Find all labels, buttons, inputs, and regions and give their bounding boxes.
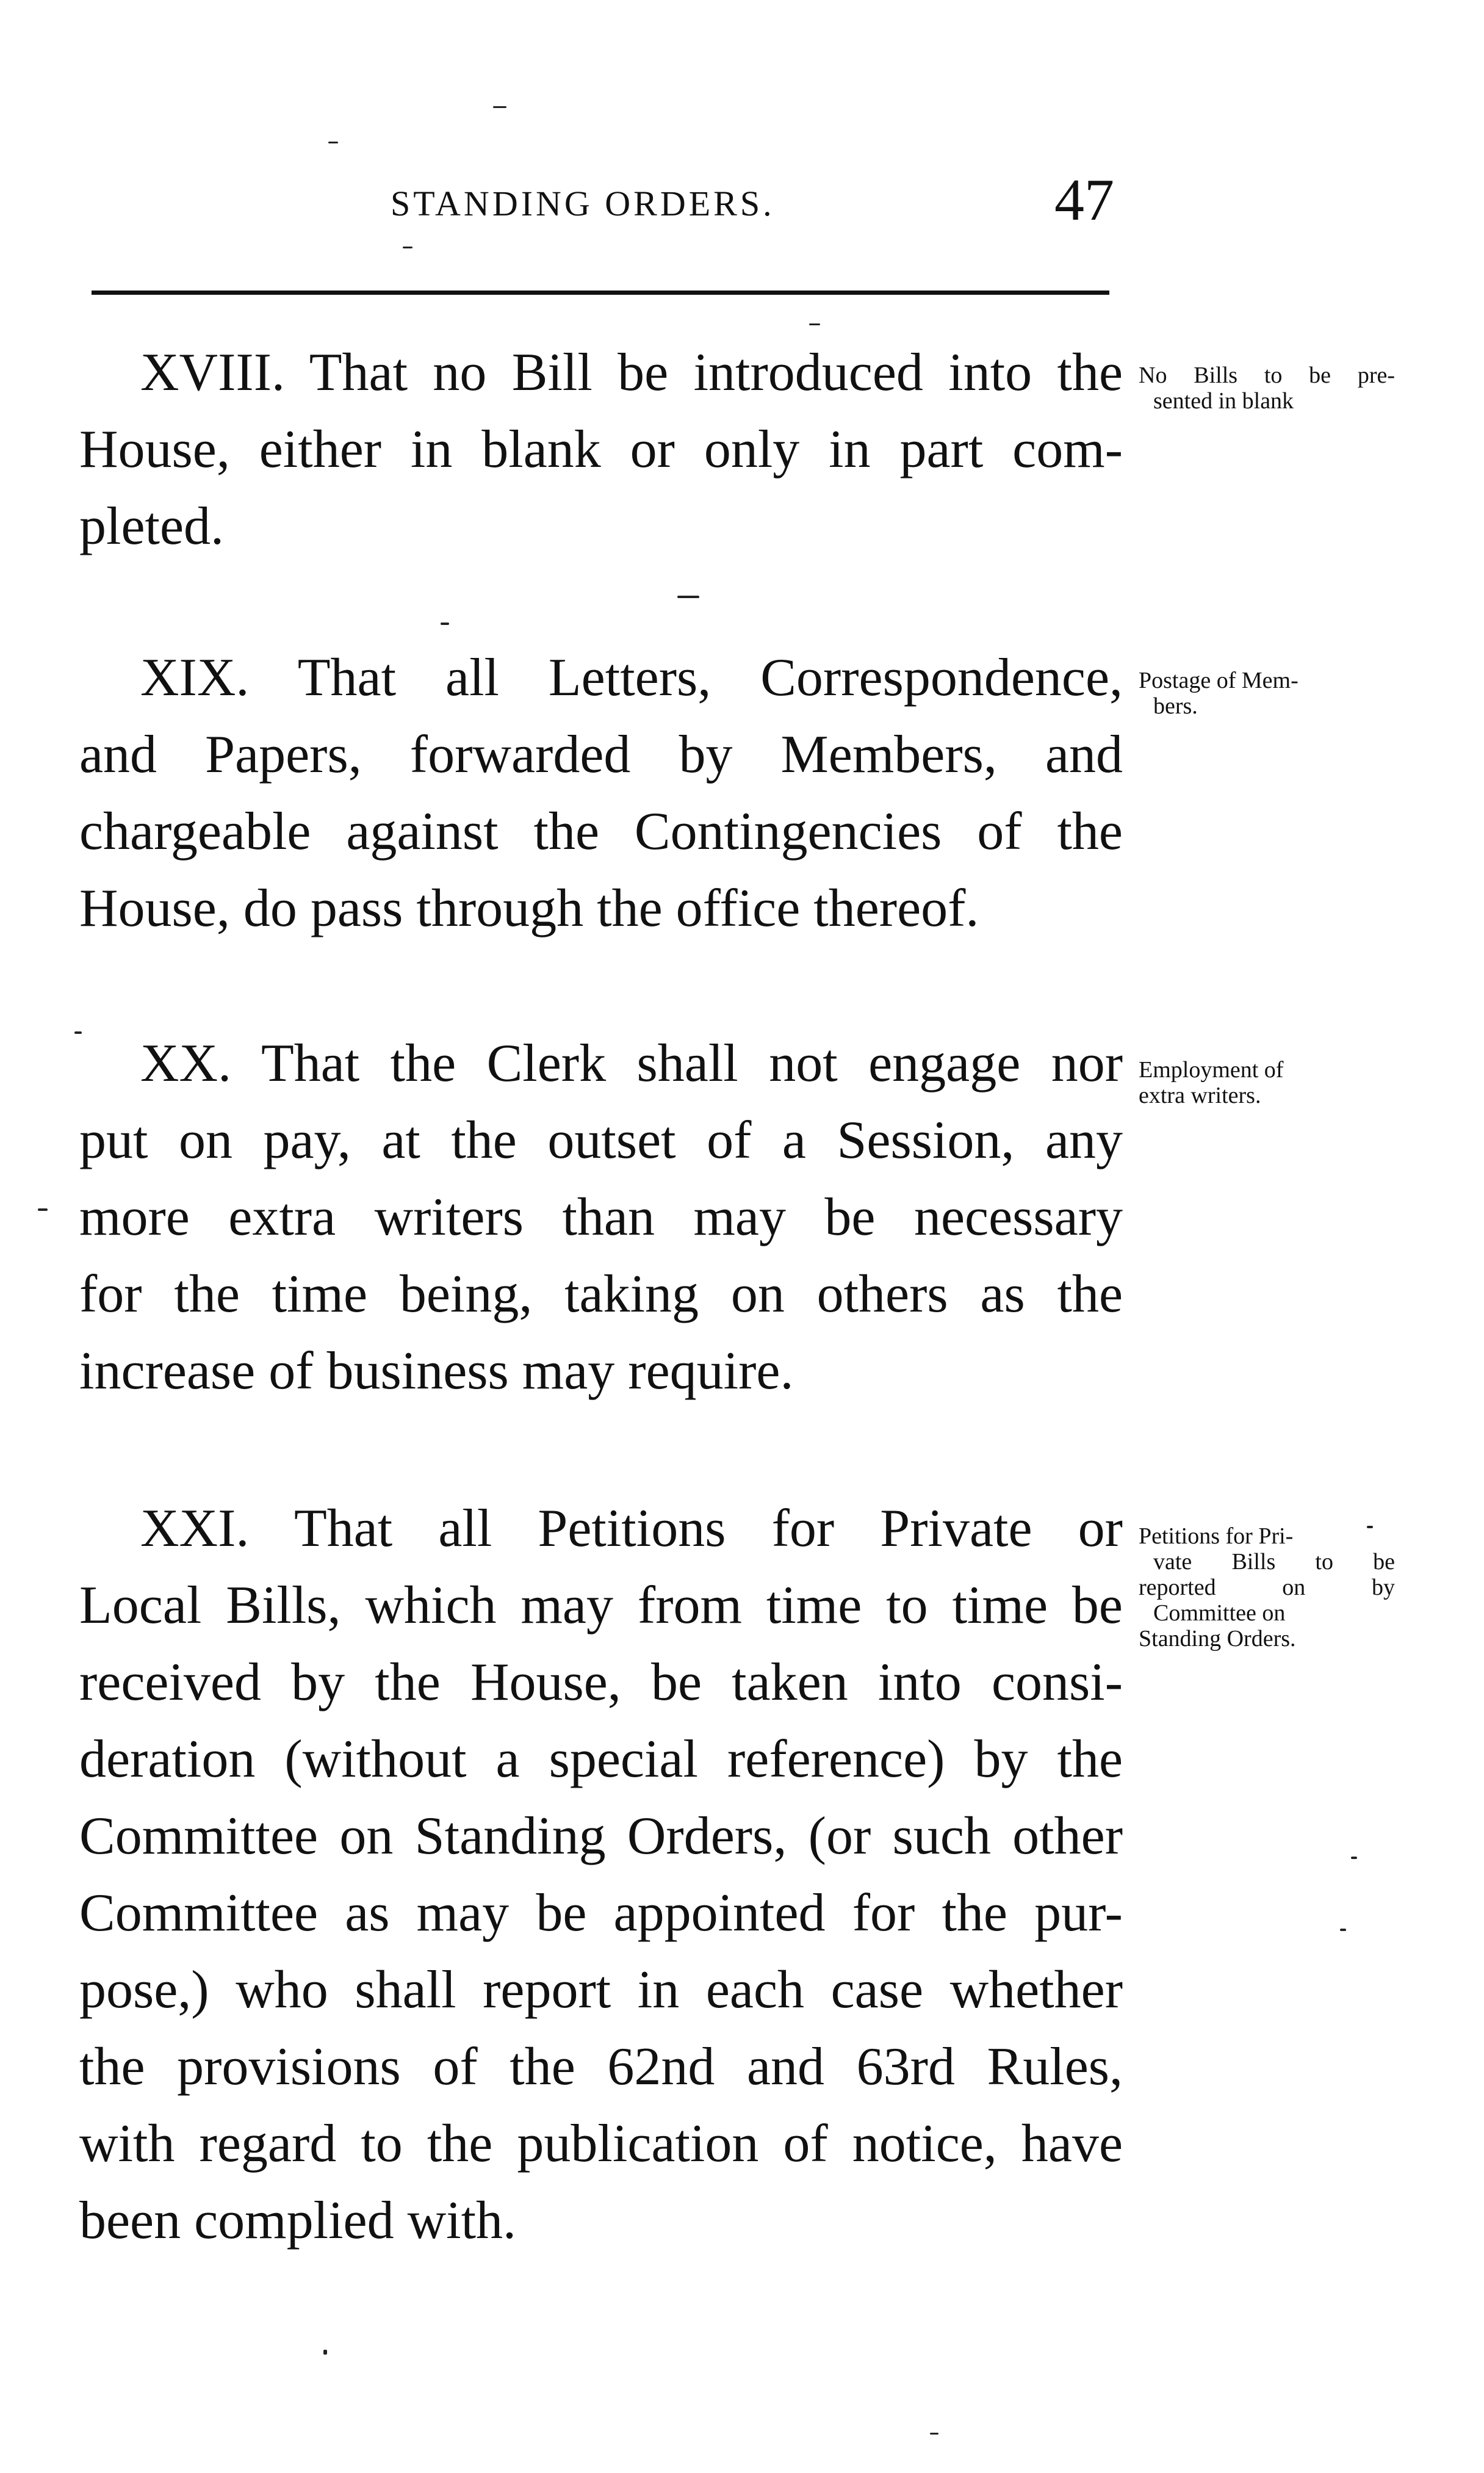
page-number: 47 xyxy=(1054,167,1114,233)
article-line: XXI. That all Petitions for Private or xyxy=(140,1499,1123,1558)
margin-note-xx xyxy=(1139,1057,1395,1108)
article-line: House, either in blank or only in part com- xyxy=(79,420,1123,479)
article-line: deration (without a special reference) by the xyxy=(79,1730,1123,1789)
scan-speck xyxy=(441,623,449,625)
margin-note-line: reported on by xyxy=(1139,1575,1395,1600)
scan-speck xyxy=(1351,1857,1357,1859)
article-line: received by the House, be taken into consi- xyxy=(79,1653,1123,1712)
article-line: for the time being, taking on others as the xyxy=(79,1265,1123,1324)
margin-note-line: vate Bills to be xyxy=(1153,1549,1395,1575)
article-line: chargeable against the Contingencies of the xyxy=(79,802,1123,861)
article-line: Committee on Standing Orders, (or such other xyxy=(79,1807,1123,1866)
margin-note-line: extra writers. xyxy=(1139,1083,1261,1108)
margin-note-line: bers. xyxy=(1153,693,1198,719)
header-rule xyxy=(92,291,1109,295)
scan-speck xyxy=(403,247,412,248)
scan-speck xyxy=(328,142,338,143)
scan-speck xyxy=(493,106,506,108)
scan-speck xyxy=(677,596,699,598)
margin-note-xix xyxy=(1139,668,1395,719)
article-line: pose,) who shall report in each case whether xyxy=(79,1960,1123,2020)
margin-note-line: sented in blank xyxy=(1153,388,1294,414)
article-xxi xyxy=(79,1490,1123,2259)
article-line: been complied with. xyxy=(79,2191,517,2250)
scan-speck xyxy=(930,2433,938,2435)
margin-note-line: Standing Orders. xyxy=(1139,1626,1296,1652)
article-xx xyxy=(79,1025,1123,1410)
article-line: and Papers, forwarded by Members, and xyxy=(79,725,1123,784)
scan-speck xyxy=(323,2350,327,2355)
article-line: XIX. That all Letters, Correspondence, xyxy=(140,648,1123,707)
scan-speck xyxy=(74,1031,82,1034)
margin-note-xviii xyxy=(1139,363,1395,414)
article-line: XX. That the Clerk shall not engage nor xyxy=(140,1034,1123,1093)
scan-speck xyxy=(38,1208,48,1211)
margin-note-line: Committee on xyxy=(1153,1600,1286,1626)
article-line: pleted. xyxy=(79,497,225,556)
margin-note-line: No Bills to be pre- xyxy=(1139,363,1395,388)
scan-speck xyxy=(1367,1526,1373,1528)
article-line: the provisions of the 62nd and 63rd Rules, xyxy=(79,2037,1123,2096)
article-xix xyxy=(79,640,1123,947)
article-line: House, do pass through the office thereof. xyxy=(79,879,979,938)
article-line: more extra writers than may be necessary xyxy=(79,1188,1123,1247)
article-xviii xyxy=(79,334,1123,565)
article-line: XVIII. That no Bill be introduced into the xyxy=(140,343,1123,402)
running-head: STANDING ORDERS. xyxy=(391,184,775,223)
scan-speck xyxy=(809,323,820,325)
article-line: with regard to the publication of notice, have xyxy=(79,2114,1123,2173)
margin-note-xxi xyxy=(1139,1523,1395,1652)
margin-note-line: Postage of Mem- xyxy=(1139,668,1298,693)
article-line: put on pay, at the outset of a Session, any xyxy=(79,1111,1123,1170)
article-line: Committee as may be appointed for the pur- xyxy=(79,1883,1123,1943)
scan-speck xyxy=(1340,1929,1346,1931)
article-line: Local Bills, which may from time to time be xyxy=(79,1576,1123,1635)
margin-note-line: Employment of xyxy=(1139,1057,1284,1083)
article-line: increase of business may require. xyxy=(79,1341,794,1401)
margin-note-line: Petitions for Pri- xyxy=(1139,1523,1294,1549)
